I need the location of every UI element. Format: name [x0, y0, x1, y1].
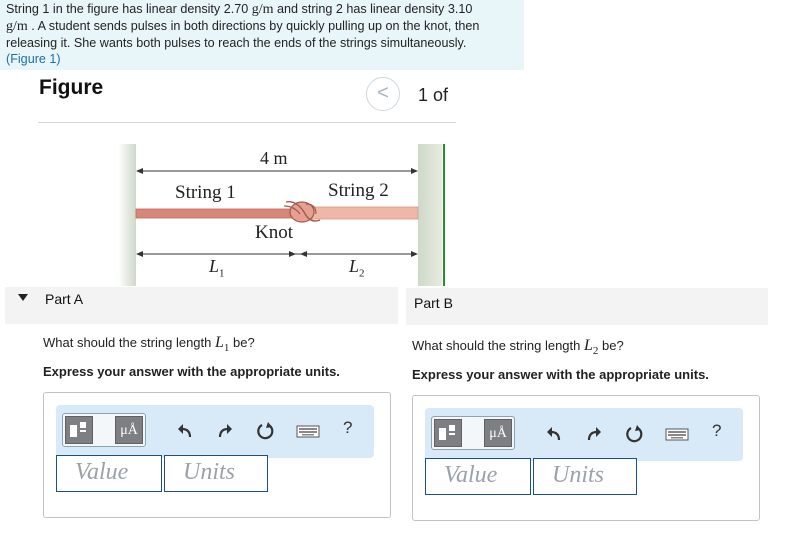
redo-icon[interactable]: [583, 423, 605, 445]
part-a-toolbar: [56, 405, 374, 458]
undo-icon[interactable]: [174, 420, 196, 442]
string-figure: [110, 140, 455, 290]
units-icon[interactable]: μÅ: [484, 419, 512, 447]
part-b-var-letter: L: [584, 337, 593, 354]
part-b-question-text: What should the string length: [412, 338, 584, 353]
part-b-template-group: [431, 416, 515, 450]
part-b-header[interactable]: [406, 288, 768, 325]
part-b-question-end: be?: [598, 338, 624, 353]
units-icon[interactable]: μÅ: [115, 416, 143, 444]
figure-title: Figure: [39, 76, 104, 99]
knot-label: Knot: [255, 222, 293, 243]
right-wall: [418, 144, 442, 286]
part-a-answer-box: [43, 392, 391, 518]
part-a-template-group: [62, 413, 146, 447]
reset-icon[interactable]: [623, 423, 645, 445]
part-b-question: [412, 337, 624, 357]
keyboard-icon[interactable]: [296, 420, 320, 442]
total-length-label: 4 m: [260, 148, 288, 168]
redo-icon[interactable]: [214, 420, 236, 442]
figure-page-count: 1 of: [418, 85, 449, 105]
templates-icon[interactable]: [434, 419, 462, 447]
chevron-left-icon: <: [377, 82, 389, 104]
part-b-value-input[interactable]: Value: [425, 458, 531, 495]
unit-g-per-m-2: g/m: [6, 19, 28, 34]
l2-subscript: 2: [359, 267, 365, 280]
l2-arrowhead-right: [411, 251, 418, 257]
part-b-toolbar: [425, 408, 743, 461]
string-2-label: String 2: [328, 180, 389, 201]
l1-arrowhead-right: [289, 251, 296, 257]
figure-prev-button[interactable]: [366, 77, 400, 111]
part-a-units-input[interactable]: Units: [164, 455, 268, 492]
l1-subscript: 1: [219, 267, 225, 280]
intro-text-1: String 1 in the figure has linear density 2.70: [6, 2, 252, 16]
unit-g-per-m-1: g/m: [251, 2, 274, 17]
part-b-variable: [584, 337, 599, 358]
part-b-var-subscript: 2: [592, 345, 599, 358]
string-2: [310, 207, 418, 219]
l2-label: [349, 256, 365, 280]
part-a-instruction: Express your answer with the appropriate units.: [43, 364, 340, 379]
l1-label: [209, 256, 225, 280]
help-icon[interactable]: ?: [343, 418, 353, 437]
part-a-question-text: What should the string length: [43, 335, 215, 350]
part-a-question-end: be?: [229, 335, 255, 350]
part-a-variable: [215, 334, 230, 355]
left-wall: [118, 144, 136, 286]
figure-link[interactable]: (Figure 1): [6, 52, 61, 66]
l1-letter: L: [209, 256, 220, 276]
part-a-var-subscript: 1: [223, 342, 230, 355]
intro-text-2: and string 2 has linear density 3.10: [273, 2, 473, 16]
part-a-header[interactable]: [5, 287, 398, 324]
arrowhead-right: [411, 168, 418, 174]
problem-intro: [0, 0, 524, 70]
part-b-units-input[interactable]: Units: [533, 458, 637, 495]
keyboard-icon[interactable]: [665, 423, 689, 445]
collapse-caret-icon[interactable]: [18, 294, 28, 301]
part-a-value-input[interactable]: Value: [56, 455, 162, 492]
string-1: [136, 209, 296, 218]
help-icon[interactable]: ?: [712, 421, 722, 440]
part-a-title: Part A: [45, 291, 84, 307]
templates-icon[interactable]: [65, 416, 93, 444]
figure-divider: [38, 122, 456, 123]
part-a-var-letter: L: [215, 334, 224, 351]
string-1-label: String 1: [175, 182, 236, 203]
intro-text-3: . A student sends pulses in both directions by quickly pulling up on the knot, then releasing it. She wants both pulses to reach the ends of the strings simultaneously.: [6, 19, 480, 50]
part-b-instruction: Express your answer with the appropriate units.: [412, 367, 709, 382]
l1-arrowhead-left: [136, 251, 143, 257]
l2-arrowhead-left: [300, 251, 307, 257]
part-b-answer-box: [412, 395, 760, 521]
reset-icon[interactable]: [254, 420, 276, 442]
arrowhead-left: [136, 168, 143, 174]
part-b-title: Part B: [414, 295, 453, 311]
undo-icon[interactable]: [543, 423, 565, 445]
part-a-question: [43, 334, 255, 354]
l2-letter: L: [349, 256, 360, 276]
